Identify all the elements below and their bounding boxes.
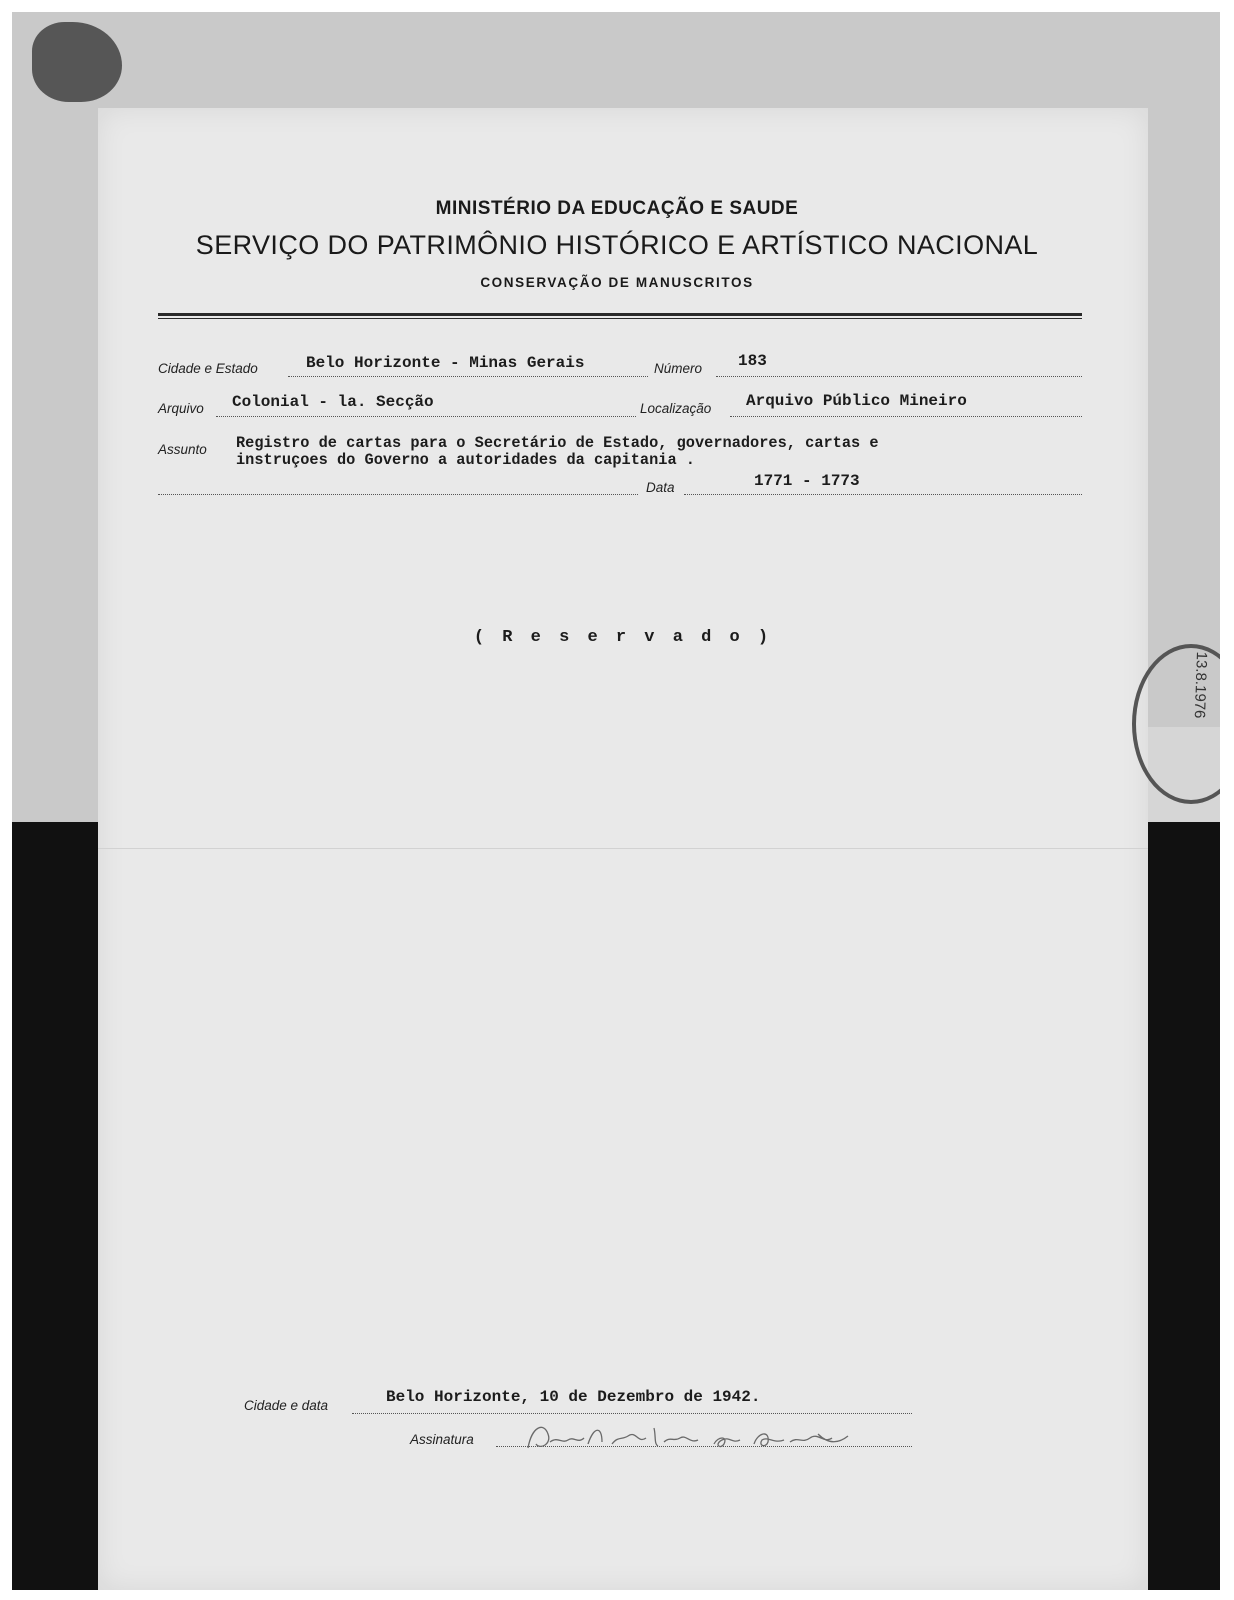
assunto-label: Assunto <box>158 442 207 457</box>
cidade-estado-line <box>288 376 648 377</box>
stain-mark <box>32 22 122 102</box>
ministry-title: MINISTÉRIO DA EDUCAÇÃO E SAUDE <box>435 198 799 219</box>
card-header <box>98 198 1148 290</box>
header-rule-thin <box>158 318 1082 319</box>
numero-line <box>716 376 1082 377</box>
data-line <box>684 494 1082 495</box>
fold-line <box>98 848 1148 849</box>
cidade-estado-label: Cidade e Estado <box>158 361 258 376</box>
stamp-date: 13.8.1976 <box>1190 651 1210 719</box>
localizacao-value: Arquivo Público Mineiro <box>746 392 967 410</box>
localizacao-line <box>730 416 1082 417</box>
assunto-line-2: instruçoes do Governo a autoridades da capitania . <box>236 451 695 469</box>
numero-label: Número <box>654 361 703 376</box>
localizacao-label: Localização <box>640 401 712 416</box>
cidade-data-label: Cidade e data <box>244 1398 329 1413</box>
arquivo-line <box>216 416 636 417</box>
cidade-estado-value: Belo Horizonte - Minas Gerais <box>306 354 585 372</box>
reserved-note: ( R e s e r v a d o ) <box>473 628 773 647</box>
cidade-data-value: Belo Horizonte, 10 de Dezembro de 1942. <box>386 1388 761 1406</box>
arquivo-value: Colonial - la. Secção <box>232 393 434 411</box>
data-label: Data <box>646 480 675 495</box>
data-value: 1771 - 1773 <box>754 472 860 490</box>
numero-value: 183 <box>738 352 767 370</box>
record-card <box>98 108 1148 1590</box>
assinatura-label: Assinatura <box>410 1432 474 1447</box>
assunto-line-1: Registro de cartas para o Secretário de Estado, governadores, cartas e <box>236 434 879 452</box>
section-title: CONSERVAÇÃO DE MANUSCRITOS <box>480 275 754 290</box>
service-title: SERVIÇO DO PATRIMÔNIO HISTÓRICO E ARTÍSTICO NACIONAL <box>195 230 1039 260</box>
scan-frame <box>12 12 1220 1590</box>
header-rule <box>158 313 1082 316</box>
assunto-continuation-line <box>158 494 638 495</box>
arquivo-label: Arquivo <box>158 401 204 416</box>
handwritten-signature <box>518 1414 918 1464</box>
